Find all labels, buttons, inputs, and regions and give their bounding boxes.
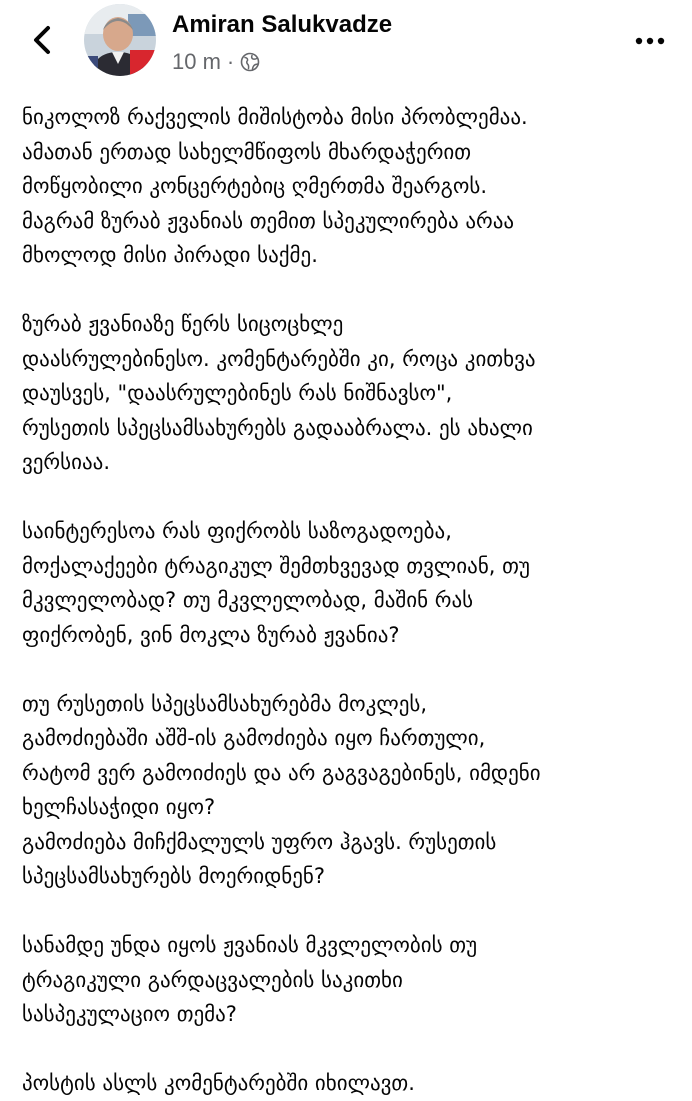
- text-line: მოქალაქეები ტრაგიკულ შემთხვევად თვლიან, თუ: [22, 553, 530, 578]
- text-line: ამათან ერთად სახელმწიფოს მხარდაჭერით: [22, 139, 472, 164]
- post-meta: [172, 48, 260, 76]
- text-line: ზურაბ ჟვანიაზე წერს სიცოცხლე: [22, 312, 344, 336]
- text-line: გამოძიებაში აშშ-ის გამოძიება იყო ჩართული,: [22, 726, 486, 750]
- text-line: დაასრულებინესო. კომენტარებში კი, როცა კითხვა: [22, 346, 536, 371]
- text-line: თუ რუსეთის სპეცსამსახურებმა მოკლეს,: [22, 691, 428, 716]
- post-paragraph: [22, 687, 682, 894]
- chevron-left-icon: [31, 24, 53, 56]
- text-line: რუსეთის სპეცსამსახურებს გადააბრალა. ეს ახალი: [22, 415, 533, 440]
- post-paragraph: [22, 1066, 682, 1101]
- text-line: მხოლოდ მისი პირადი საქმე.: [22, 243, 318, 267]
- author-photo: [84, 4, 156, 76]
- post-paragraph: [22, 514, 682, 652]
- back-button[interactable]: [22, 20, 62, 60]
- text-line: გამოძიება მიჩქმალულს უფრო ჰგავს. რუსეთის: [22, 829, 497, 854]
- post-paragraph: [22, 928, 682, 1032]
- text-line: ტრაგიკული გარდაცვალების საკითხი: [22, 967, 403, 992]
- post-text: [22, 100, 682, 1101]
- text-line: სანამდე უნდა იყოს ჟვანიას მკვლელობის თუ: [22, 933, 478, 957]
- post-paragraph: [22, 100, 682, 273]
- meta-separator: ·: [226, 49, 235, 74]
- avatar[interactable]: [84, 4, 156, 76]
- text-line: ფიქრობენ, ვინ მოკლა ზურაბ ჟვანია?: [22, 622, 400, 647]
- author-name[interactable]: Amiran Salukvadze: [172, 11, 393, 38]
- text-line: მოწყობილი კონცერტებიც ღმერთმა შეარგოს.: [22, 174, 488, 198]
- text-line: ვერსიაა.: [22, 450, 110, 474]
- text-line: ხელჩასაჭიდი იყო?: [22, 795, 216, 819]
- text-line: რატომ ვერ გამოიძიეს და არ გაგვაგებინეს, იმდენი: [22, 760, 541, 785]
- more-options-button[interactable]: [630, 26, 670, 56]
- text-line: დაუსვეს, "დაასრულებინეს რას ნიშნავსო",: [22, 381, 453, 405]
- post-timestamp[interactable]: 10 m: [172, 49, 221, 74]
- globe-icon[interactable]: [240, 52, 260, 72]
- text-line: სასპეკულაციო თემა?: [22, 1002, 237, 1026]
- more-horizontal-icon: [635, 37, 665, 45]
- text-line: საინტერესოა რას ფიქრობს საზოგადოება,: [22, 519, 452, 543]
- text-line: მკვლელობად? თუ მკვლელობად, მაშინ რას: [22, 588, 474, 612]
- text-line: სპეცსამსახურებს მოერიდნენ?: [22, 864, 326, 888]
- text-line: მაგრამ ზურაბ ჟვანიას თემით სპეკულირება არაა: [22, 208, 515, 233]
- post-header: [0, 0, 692, 86]
- text-line: პოსტის ასლს კომენტარებში იხილავთ.: [22, 1071, 415, 1095]
- post-paragraph: [22, 307, 682, 480]
- text-line: ნიკოლოზ რაქველის მიშისტობა მისი პრობლემაა.: [22, 105, 528, 129]
